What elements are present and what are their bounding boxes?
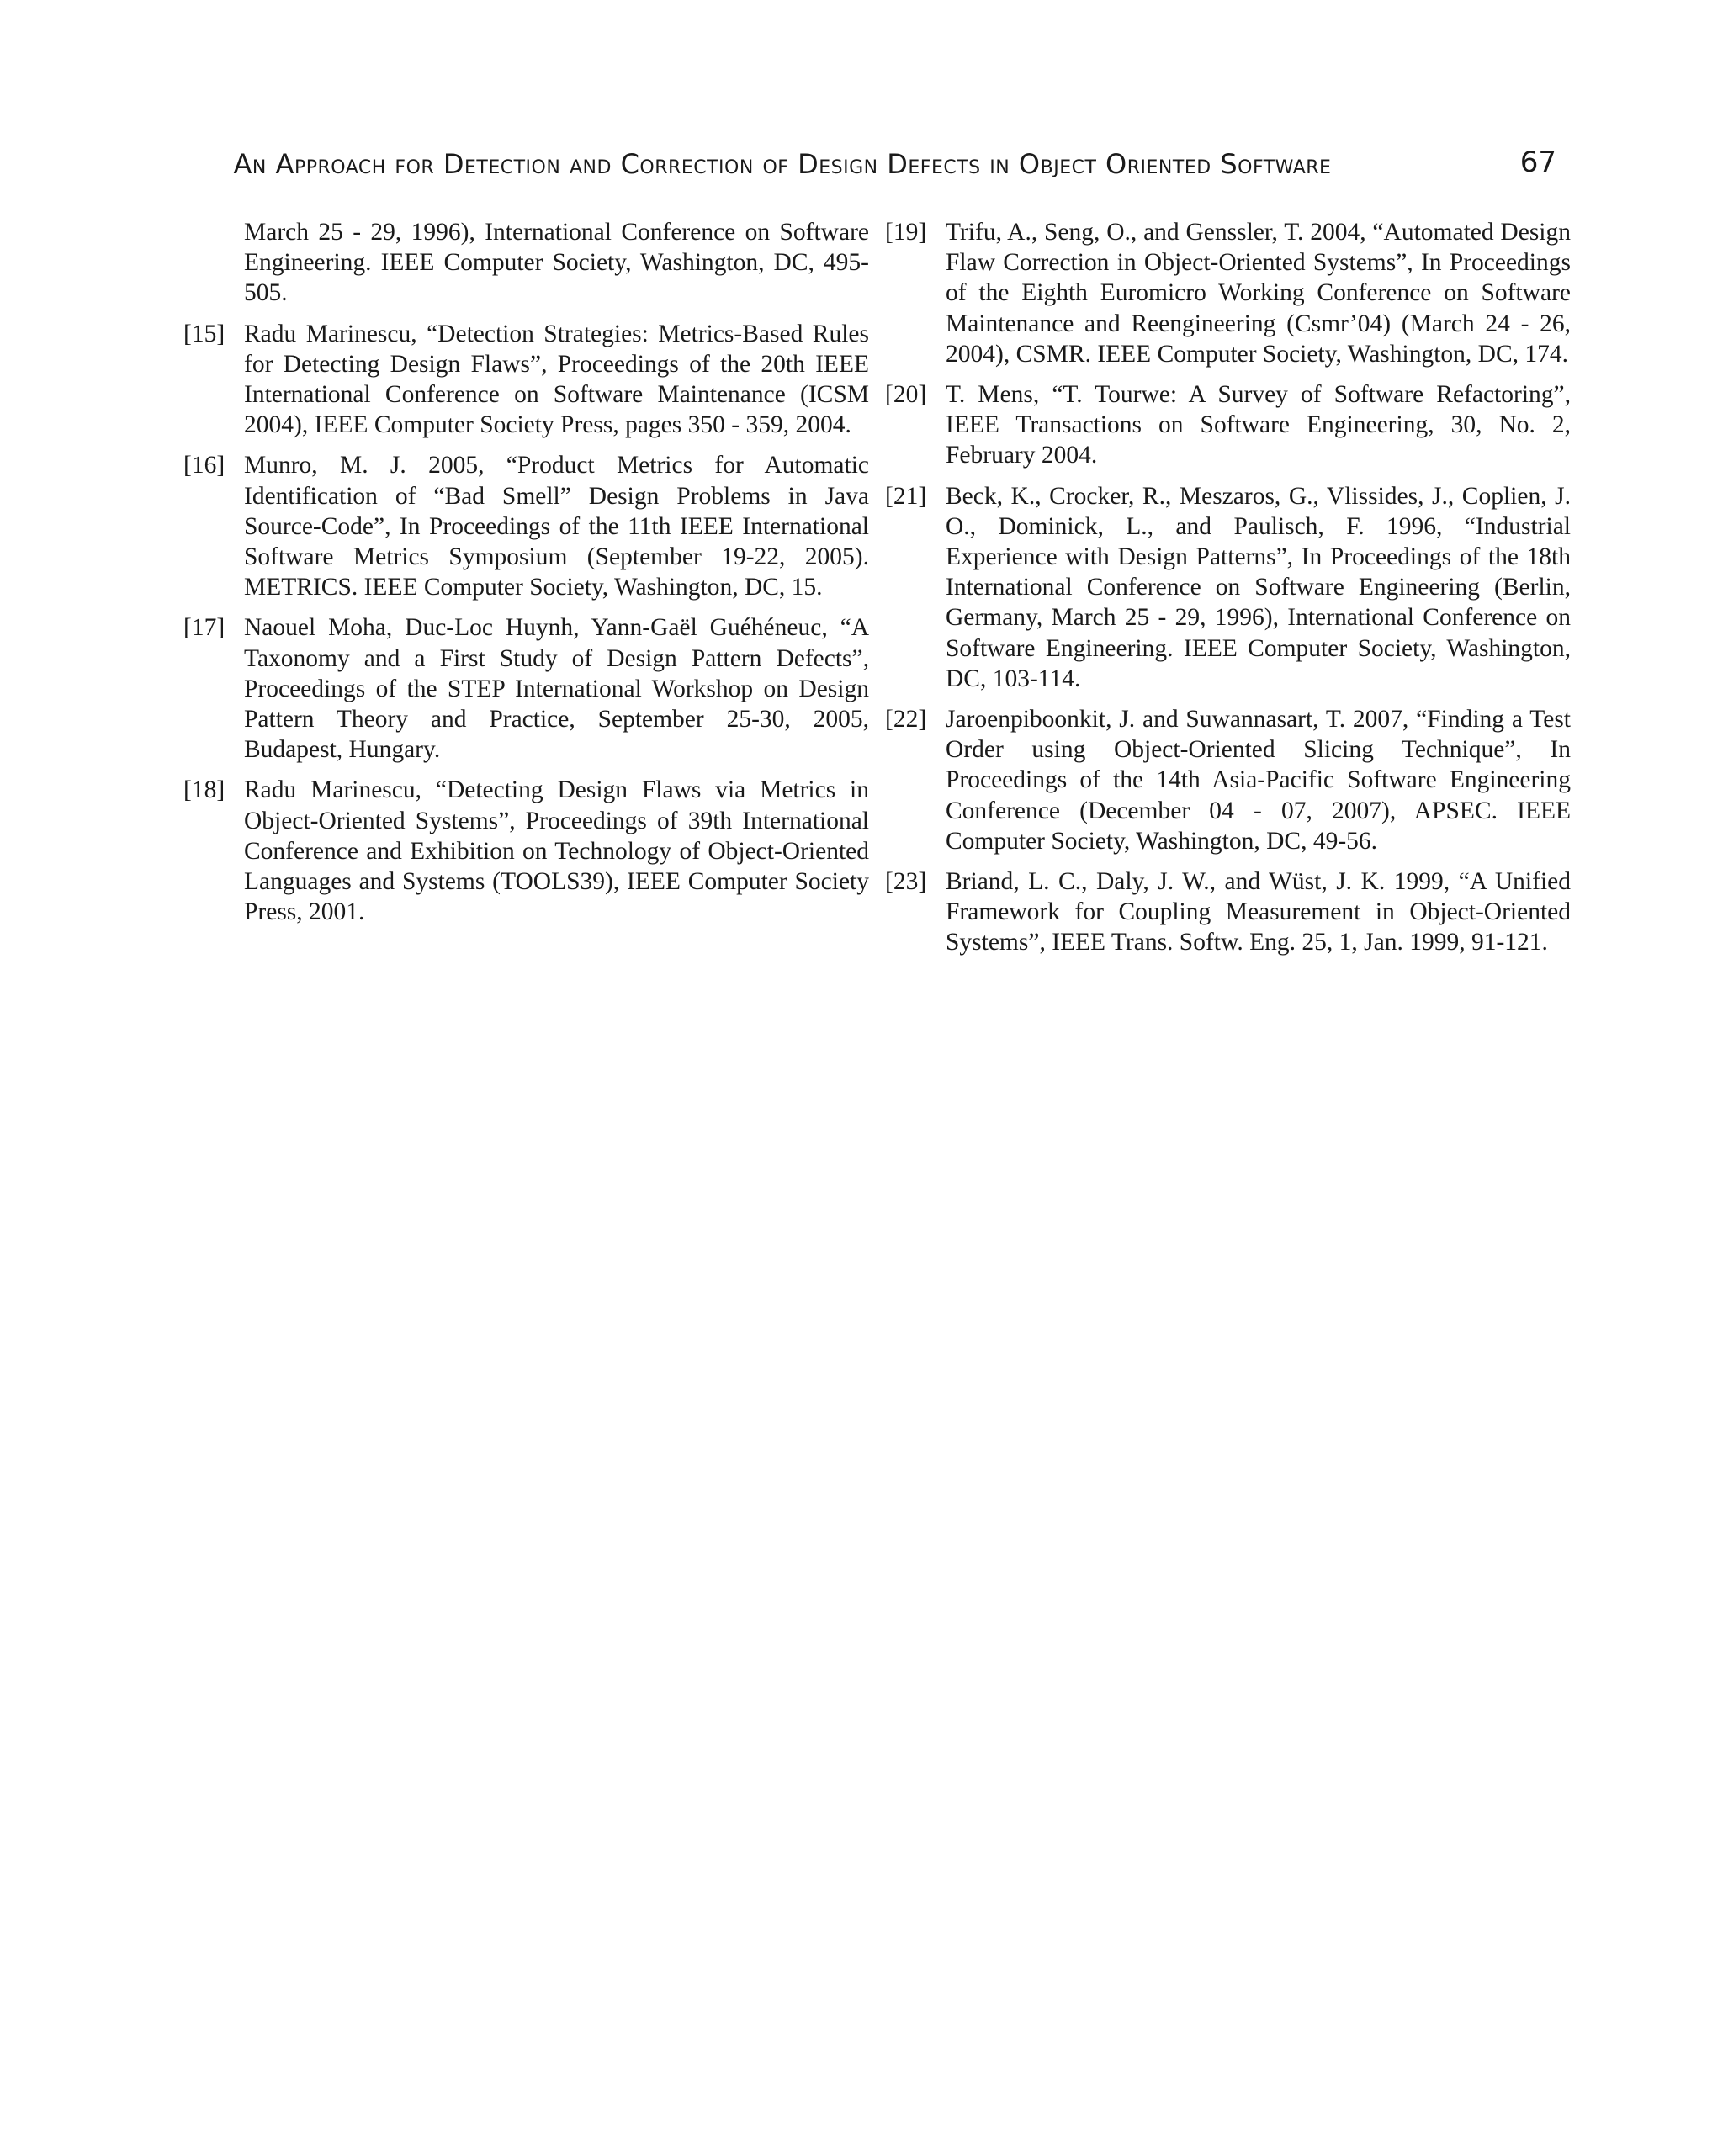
reference-number: [16]	[183, 452, 225, 479]
left-column	[183, 217, 869, 937]
reference-number: [17]	[183, 614, 225, 642]
reference-number: [19]	[885, 219, 927, 246]
reference-16	[183, 450, 869, 602]
reference-22	[885, 704, 1571, 856]
reference-text: Radu Marinescu, “Detection Strategies: Metrics-Based Rules for Detecting Design Flaws”, Proceedings of the 20th IEEE International Conference on Software Maintenance (ICSM 2004), IEEE Computer Society Press, pages 350 - 359, 2004.	[244, 320, 869, 439]
right-column	[885, 217, 1571, 968]
reference-18	[183, 775, 869, 927]
running-title: An Approach for Detection and Correction of Design Defects in Object Oriented Software	[233, 148, 1332, 180]
reference-number: [20]	[885, 381, 927, 409]
reference-23	[885, 866, 1571, 958]
reference-number: [23]	[885, 868, 927, 896]
page-number: 67	[1519, 146, 1556, 179]
reference-20	[885, 379, 1571, 471]
reference-text: March 25 - 29, 1996), International Conference on Software Engineering. IEEE Computer Society, Washington, DC, 495-505.	[244, 219, 869, 307]
reference-number: [18]	[183, 776, 225, 804]
reference-15	[183, 319, 869, 441]
reference-text: Briand, L. C., Daly, J. W., and Wüst, J. K. 1999, “A Unified Framework for Coupling Measurement in Object-Oriented Systems”, IEEE Trans. Softw. Eng. 25, 1, Jan. 1999, 91-121.	[946, 868, 1571, 956]
reference-17	[183, 612, 869, 765]
reference-text: Munro, M. J. 2005, “Product Metrics for Automatic Identification of “Bad Smell” Design Problems in Java Source-Code”, In Proceedings of the 11th IEEE International Software Metrics Symposium (September 19-22, 2005). METRICS. IEEE Computer Society, Washington, DC, 15.	[244, 452, 869, 601]
reference-continuation	[183, 217, 869, 309]
reference-19	[885, 217, 1571, 369]
reference-number: [15]	[183, 320, 225, 347]
reference-text: Naouel Moha, Duc-Loc Huynh, Yann-Gaël Guéhéneuc, “A Taxonomy and a First Study of Design Pattern Defects”, Proceedings of the STEP International Workshop on Design Pattern Theory and Practice, September 25-30, 2005, Budapest, Hungary.	[244, 614, 869, 764]
reference-text: Trifu, A., Seng, O., and Genssler, T. 2004, “Automated Design Flaw Correction in Object-Oriented Systems”, In Proceedings of the Eighth Euromicro Working Conference on Software Maintenance and Reengineering (Csmr’04) (March 24 - 26, 2004), CSMR. IEEE Computer Society, Washington, DC, 174.	[946, 219, 1571, 368]
reference-text: Radu Marinescu, “Detecting Design Flaws via Metrics in Object-Oriented Systems”, Proceedings of 39th International Conference and Exhibition on Technology of Object-Oriented Languages and Systems (TOOLS39), IEEE Computer Society Press, 2001.	[244, 776, 869, 926]
reference-number: [21]	[885, 482, 927, 510]
reference-text: T. Mens, “T. Tourwe: A Survey of Software Refactoring”, IEEE Transactions on Software Engineering, 30, No. 2, February 2004.	[946, 381, 1571, 469]
running-header	[185, 148, 1556, 190]
reference-text: Jaroenpiboonkit, J. and Suwannasart, T. 2007, “Finding a Test Order using Object-Oriented Slicing Technique”, In Proceedings of the 14th Asia-Pacific Software Engineering Conference (December 04 - 07, 2007), APSEC. IEEE Computer Society, Washington, DC, 49-56.	[946, 706, 1571, 855]
reference-text: Beck, K., Crocker, R., Meszaros, G., Vlissides, J., Coplien, J. O., Dominick, L., and Paulisch, F. 1996, “Industrial Experience with Design Patterns”, In Proceedings of the 18th International Conference on Software Engineering (Berlin, Germany, March 25 - 29, 1996), International Conference on Software Engineering. IEEE Computer Society, Washington, DC, 103-114.	[946, 482, 1571, 692]
reference-number: [22]	[885, 706, 927, 734]
reference-21	[885, 481, 1571, 694]
